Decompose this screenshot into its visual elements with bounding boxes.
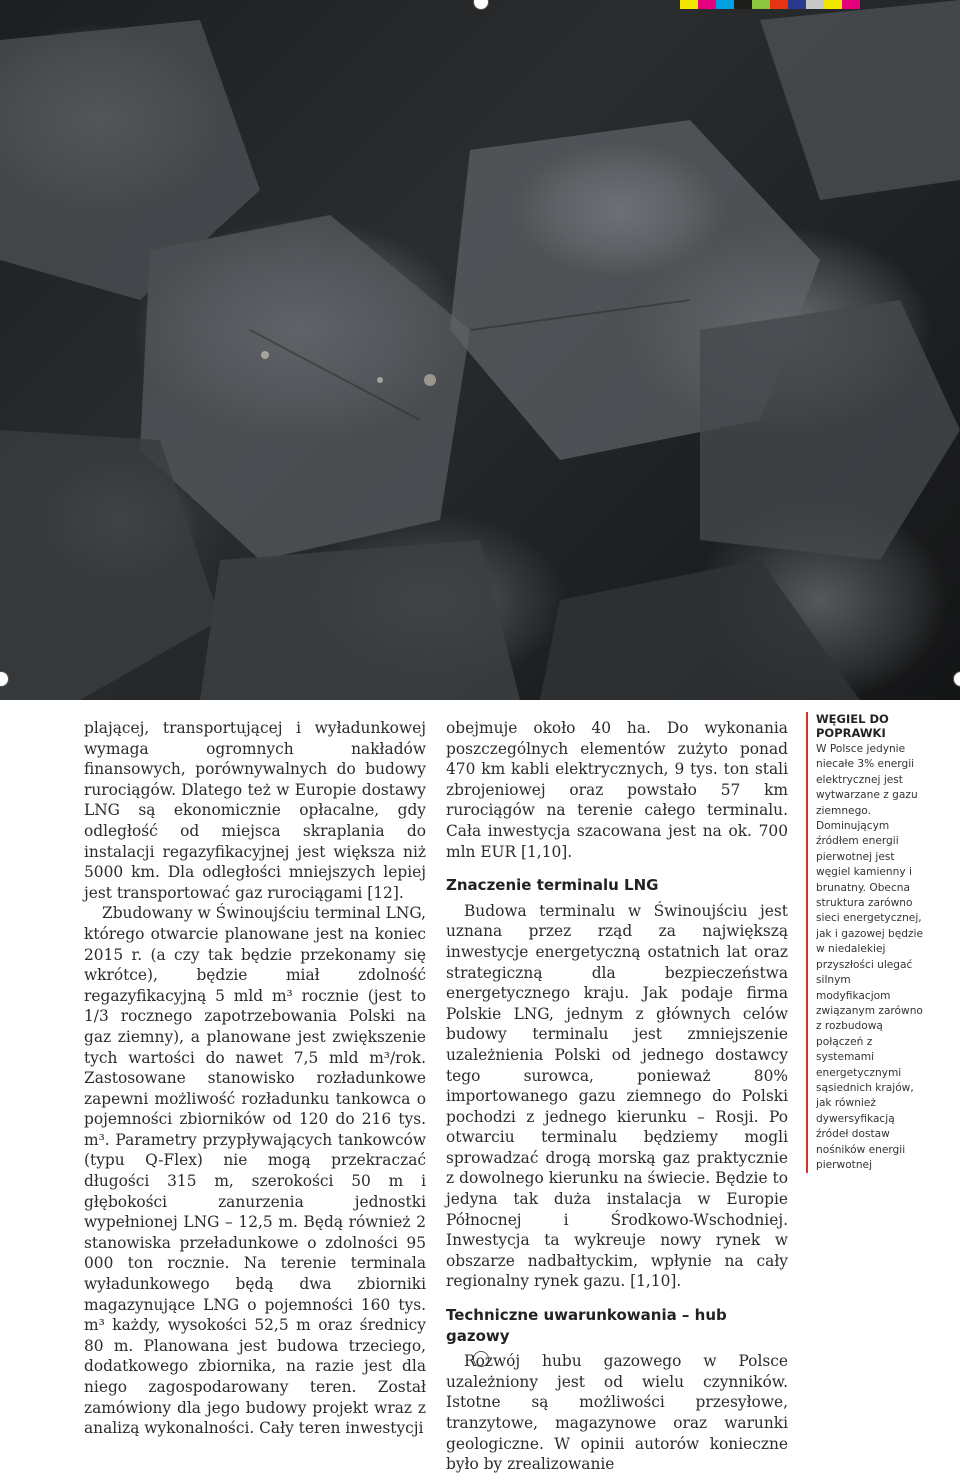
text-column-right — [446, 718, 788, 1475]
color-swatch — [680, 0, 698, 9]
color-swatch — [770, 0, 788, 9]
sidebar-body: W Polsce jedynie niecałe 3% energii elektrycznej jest wytwarzane z gazu ziemnego. Dominującym źródłem energii pierwotnej jest węgiel kamienny i brunatny. Obecna struktura zarówno sieci energetycznej, jak i gazowej będzie w niedalekiej przyszłości ulegać silnym modyfikacjom związanym zarówno z rozbudową połączeń z systemami energetycznymi sąsiednich krajów, jak również dywersyfikacją źródeł dostaw nośników energii pierwotnej — [816, 743, 923, 1171]
color-swatch — [752, 0, 770, 9]
color-swatch — [806, 0, 824, 9]
color-swatch — [716, 0, 734, 9]
print-color-bar — [680, 0, 860, 9]
color-swatch — [824, 0, 842, 9]
paragraph: Budowa terminalu w Świnoujściu jest uznana przez rząd za największą inwestycje energetyczną ostatnich lat oraz strategiczną dla bezpieczeństwa energetycznego kraju. Jak podaje firma Polskie LNG, jednym z głównych celów budowy terminalu jest zmniejszenie uzależnienia Polski od jednego dostawcy tego surowca, ponieważ 80% importowanego gazu ziemnego do Polski pochodzi z jednego kierunku – Rosji. Po otwarciu terminalu będziemy mogli sprowadzać drogą morską gaz praktycznie z dowolnego kierunku na świecie. Będzie to jedyna tak duża instalacja w Europie Północnej i Środkowo-Wschodniej. Inwestycja ta wykreuje nowy rynek w obszarze nadbałtyckim, wpłynie na cały regionalny rynek gazu. [1,10]. — [446, 901, 788, 1291]
sidebar-title: WĘGIEL DO POPRAWKI — [816, 712, 889, 740]
section-heading: Znaczenie terminalu LNG — [446, 876, 659, 895]
paragraph: Rozwój hubu gazowego w Polsce uzależniony jest od wielu czynników. Istotne są możliwości przesyłowe, tranzytowe, magazynowe oraz warunki geologiczne. W opinii autorów konieczne było by zrealizowanie — [446, 1352, 788, 1474]
coal-texture — [0, 0, 960, 700]
paragraph: plającej, transportującej i wyładunkowej wymaga ogromnych nakładów finansowych, porównywalnych do budowy rurociągów. Dlatego też w Europie dostawy LNG są ekonomicznie opłacalne, gdy odległość od miejsca skraplania do instalacji regazyfikacyjnej jest większa niż 5000 km. Dla odległości mniejszych lepiej jest transportować gaz rurociągami [12]. — [84, 719, 426, 902]
paragraph: Zbudowany w Świnoujściu terminal LNG, którego otwarcie planowane jest na koniec 2015 r. (a czy tak będzie przekonamy się wkrótce), będzie miał zdolność regazyfikacyjną 5 mld m³ rocznie (jest to 1/3 rocznego zapotrzebowania Polski na gaz ziemny), a planowane jest zwiększenie tych wartości do nawet 7,5 mld m³/rok. Zastosowane stanowisko rozładunkowe zapewni możliwość rozładunku tankowca o pojemności zbiorników od 120 do 216 tys. m³. Parametry przypływających tankowców (typu Q-Flex) nie mogą przekraczać długości 315 m, szerokości 50 m i głębokości zanurzenia jednostki wypełnionej LNG – 12,5 m. Będą również 2 stanowiska przeładunkowe o zdolności 95 000 ton rocznie. Na terenie terminala wyładunkowego będą dwa zbiorniki magazynujące LNG o pojemności 160 tys. m³ każdy, wysokości 52,5 m oraz średnicy 80 m. Planowana jest budowa trzeciego, dodatkowego zbiornika, na razie jest dla niego zagospodarowany teren. Został zamówiony dla jego budowy projekt wraz z analizą wykonalności. Cały teren inwestycji — [84, 904, 426, 1438]
color-swatch — [788, 0, 806, 9]
paragraph: obejmuje około 40 ha. Do wykonania poszczególnych elementów zużyto ponad 470 km kabli elektrycznych, 9 tys. ton stali zbrojeniowej oraz powstało 57 km rurociągów na terenie całego terminalu. Cała inwestycja szacowana jest na ok. 700 mln EUR [1,10]. — [446, 719, 788, 861]
color-swatch — [842, 0, 860, 9]
section-heading: Techniczne uwarunkowania – hub gazowy — [446, 1306, 727, 1345]
color-swatch — [698, 0, 716, 9]
color-swatch — [734, 0, 752, 9]
sidebar-box — [806, 712, 926, 1173]
coal-photo — [0, 0, 960, 700]
text-column-left — [84, 718, 426, 1439]
